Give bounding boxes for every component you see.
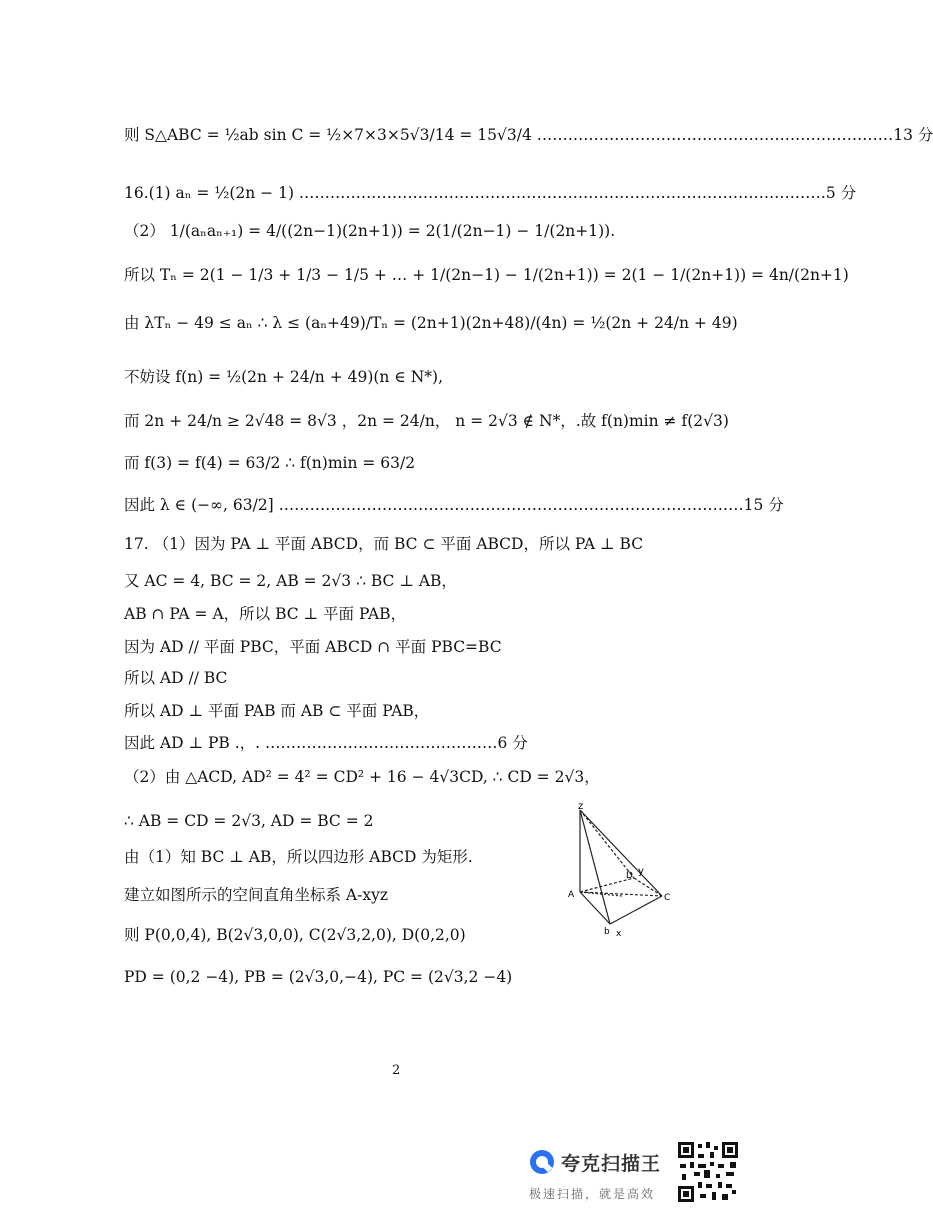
line-rectangle: 由（1）知 BC ⊥ AB，所以四边形 ABCD 为矩形. (124, 848, 473, 866)
line-coordinate-system: 建立如图所示的空间直角坐标系 A-xyz (124, 886, 389, 904)
line-ad-perp-pb: 因此 AD ⊥ PB .，. ………………………………………6 分 (124, 734, 528, 752)
fig-label-y: y (638, 866, 644, 877)
line-lambda-range: 因此 λ ∈ (−∞, 63/2] ………………………………………………………………………………15 分 (124, 496, 784, 514)
brand-slogan: 极速扫描，就是高效 (529, 1187, 656, 1201)
line-points: 则 P(0,0,4), B(2√3,0,0), C(2√3,2,0), D(0,2,0) (124, 926, 466, 944)
brand-name: 夸克扫描王 (561, 1153, 662, 1175)
qr-code-icon (676, 1140, 740, 1204)
scanner-watermark (525, 1145, 675, 1205)
line-inequality: 而 2n + 24/n ≥ 2√48 = 8√3 ，2n = 24/n， n = 2√3 ∉ N*，.故 f(n)min ≠ f(2√3) (124, 412, 729, 430)
line-ac-bc-ab: 又 AC = 4, BC = 2, AB = 2√3 ∴ BC ⊥ AB， (124, 572, 457, 590)
line-17-2: （2）由 △ACD, AD² = 4² = CD² + 16 − 4√3CD, ∴ CD = 2√3， (124, 768, 600, 786)
fig-label-a: A (568, 890, 575, 900)
line-ab-cd: ∴ AB = CD = 2√3, AD = BC = 2 (124, 812, 374, 830)
page-number: 2 (392, 1063, 401, 1078)
fig-label-c: C (664, 893, 671, 903)
line-ad-perp-plane: 所以 AD ⊥ 平面 PAB 而 AB ⊂ 平面 PAB， (124, 702, 430, 720)
line-f3-f4: 而 f(3) = f(4) = 63/2 ∴ f(n)min = 63/2 (124, 454, 416, 472)
line-vectors: PD = (0,2 −4), PB = (2√3,0,−4), PC = (2√3,2 −4) (124, 968, 513, 986)
quark-logo-icon (529, 1149, 555, 1175)
fig-label-d: D (626, 871, 633, 881)
line-16-2: （2） 1/(aₙaₙ₊₁) = 4/((2n−1)(2n+1)) = 2(1/(2n−1) − 1/(2n+1)). (124, 222, 616, 240)
fig-label-top: z (578, 801, 584, 812)
line-16-1: 16.(1) aₙ = ½(2n − 1) …………………………………………………………………………………………5 分 (124, 184, 857, 202)
line-ad-parallel-bc: 所以 AD // BC (124, 669, 228, 687)
line-tn: 所以 Tₙ = 2(1 − 1/3 + 1/3 − 1/5 + … + 1/(2n−1) − 1/(2n+1)) = 2(1 − 1/(2n+1)) = 4n/(2n+1) (124, 266, 849, 284)
line-ad-parallel-plane: 因为 AD // 平面 PBC，平面 ABCD ∩ 平面 PBC=BC (124, 638, 502, 656)
line-fn-def: 不妨设 f(n) = ½(2n + 24/n + 49)(n ∈ N*), (124, 368, 444, 386)
fig-label-x: x (616, 929, 622, 939)
fig-label-b: b (604, 927, 610, 937)
line-ab-pa: AB ∩ PA = A，所以 BC ⊥ 平面 PAB， (124, 605, 407, 623)
line-17-1: 17. （1）因为 PA ⊥ 平面 ABCD，而 BC ⊂ 平面 ABCD，所以 PA ⊥ BC (124, 535, 644, 553)
line-area-formula: 则 S△ABC = ½ab sin C = ½×7×3×5√3/14 = 15√3/4 ……………………………………………………………13 分 (124, 126, 933, 144)
pyramid-figure (566, 800, 676, 940)
line-lambda: 由 λTₙ − 49 ≤ aₙ ∴ λ ≤ (aₙ+49)/Tₙ = (2n+1)(2n+48)/(4n) = ½(2n + 24/n + 49) (124, 314, 738, 332)
